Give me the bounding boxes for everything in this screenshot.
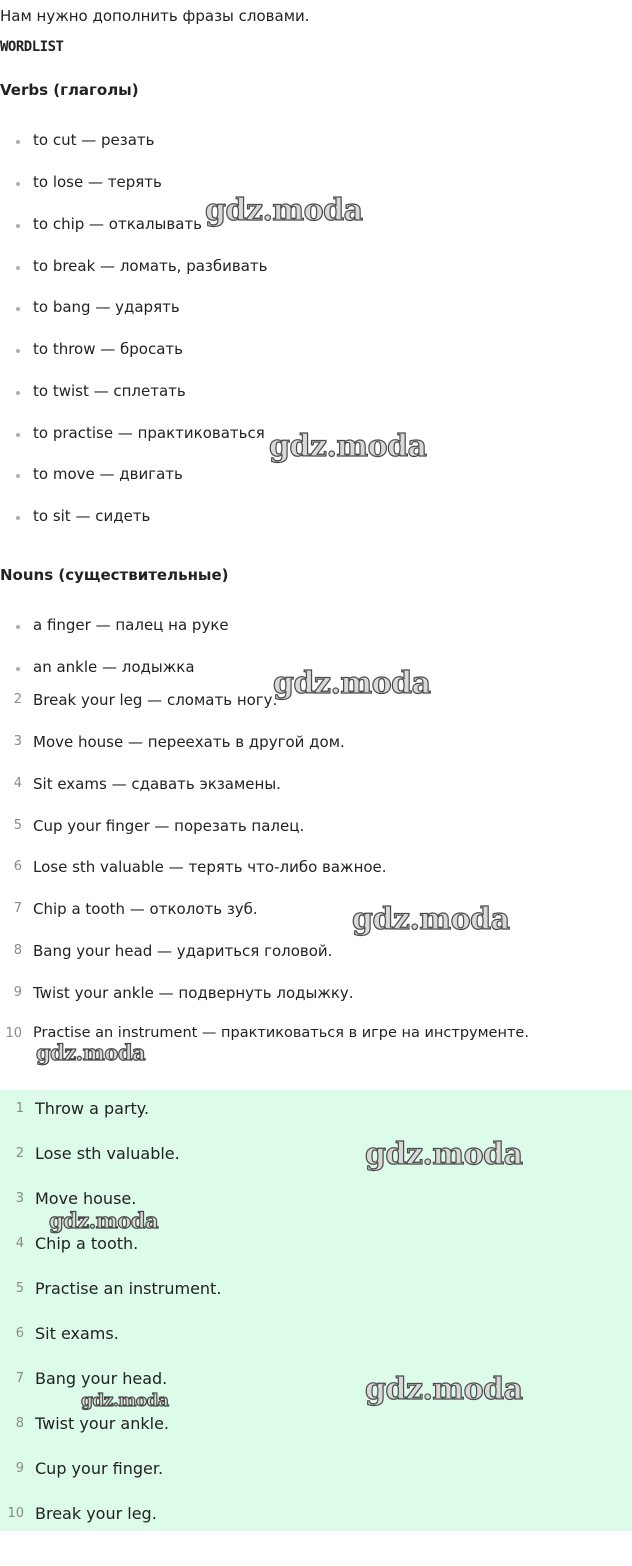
watermark: gdz.moda: [273, 666, 431, 701]
intro-text: Нам нужно дополнить фразы словами.: [0, 7, 310, 25]
answer-block: 1 Throw a party. 2 Lose sth valuable. 3 Move house. 4 Chip a tooth. 5 Practise an instrument. 6 Sit exams. 7 Bang your head. 8 Twist your ankle. 9 Cup your finger. 10 Break your leg.: [0, 1090, 632, 1531]
watermark: gdz.moda: [205, 193, 363, 228]
watermark: gdz.moda: [365, 1137, 523, 1172]
watermark: gdz.moda: [352, 902, 510, 937]
wordlist-heading: WORDLIST: [0, 39, 64, 55]
watermark: gdz.moda: [269, 429, 427, 464]
watermark: gdz.moda: [36, 1040, 146, 1065]
nouns-heading: Nouns (существительные): [0, 566, 229, 584]
watermark: gdz.moda: [49, 1208, 159, 1233]
verbs-heading: Verbs (глаголы): [0, 81, 139, 99]
watermark: gdz.moda: [365, 1372, 523, 1407]
watermark: gdz.moda: [81, 1391, 169, 1411]
